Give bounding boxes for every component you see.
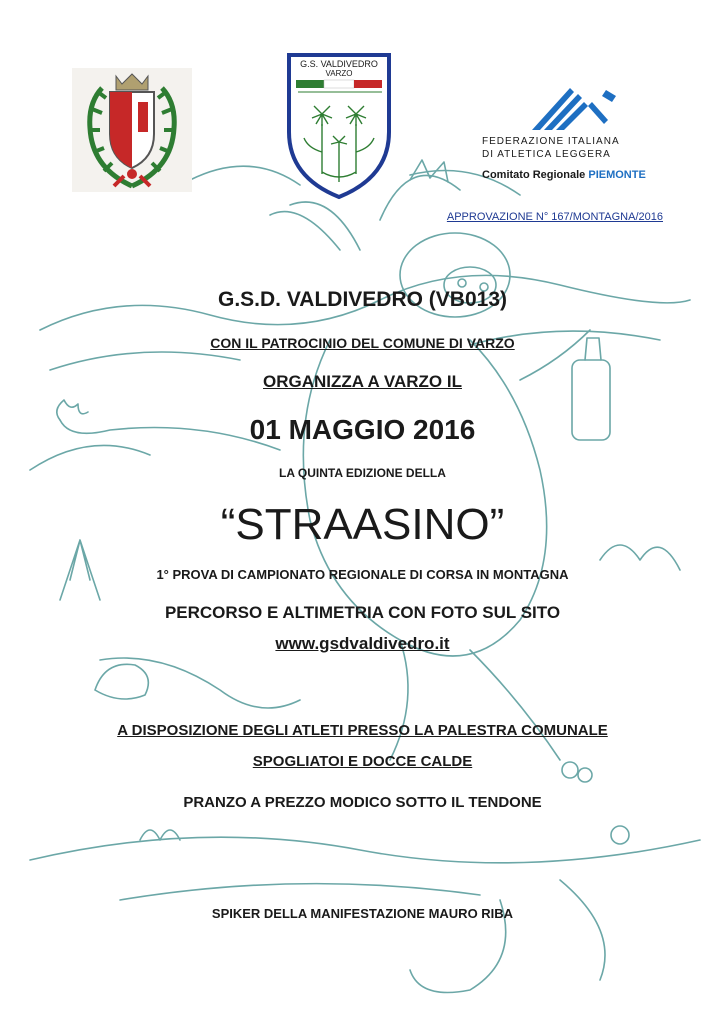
lunch-line: PRANZO A PREZZO MODICO SOTTO IL TENDONE <box>183 794 542 811</box>
fidal-line1: FEDERAZIONE ITALIANA <box>482 136 620 147</box>
championship-line: 1° PROVA DI CAMPIONATO REGIONALE DI CORSA IN MONTAGNA <box>156 567 569 582</box>
event-name: “STRAASINO” <box>220 500 505 549</box>
facilities-showers: SPOGLIATOI E DOCCE CALDE <box>252 753 473 770</box>
municipal-coat-of-arms-icon <box>72 68 192 192</box>
fidal-comitato-label: Comitato Regionale <box>482 169 586 181</box>
fidal-runner-logo-icon <box>522 80 622 135</box>
speaker-line: SPIKER DELLA MANIFESTAZIONE MAURO RIBA <box>211 906 514 921</box>
facilities-line: A DISPOSIZIONE DEGLI ATLETI PRESSO LA PALESTRA COMUNALE <box>117 722 608 739</box>
gs-logo-subtitle: VARZO <box>325 69 353 78</box>
gs-valdivedro-logo <box>286 52 392 200</box>
fidal-line2: DI ATLETICA LEGGERA <box>482 149 611 160</box>
organizes-line: ORGANIZZA A VARZO IL <box>263 372 462 391</box>
edition-line: LA QUINTA EDIZIONE DELLA <box>279 466 446 480</box>
gs-logo-title: G.S. VALDIVEDRO <box>300 59 378 69</box>
website-link[interactable]: www.gsdvaldivedro.it <box>275 634 450 653</box>
fidal-comitato <box>482 169 646 181</box>
course-info: PERCORSO E ALTIMETRIA CON FOTO SUL SITO <box>164 603 561 622</box>
approval-number: APPROVAZIONE N° 167/MONTAGNA/2016 <box>446 211 663 223</box>
event-date: 01 MAGGIO 2016 <box>249 414 476 445</box>
fidal-region: PIEMONTE <box>588 169 646 181</box>
organizer-name: G.S.D. VALDIVEDRO (VB013) <box>218 288 507 311</box>
patronage-line: CON IL PATROCINIO DEL COMUNE DI VARZO <box>210 335 515 351</box>
fidal-logo <box>470 80 650 195</box>
